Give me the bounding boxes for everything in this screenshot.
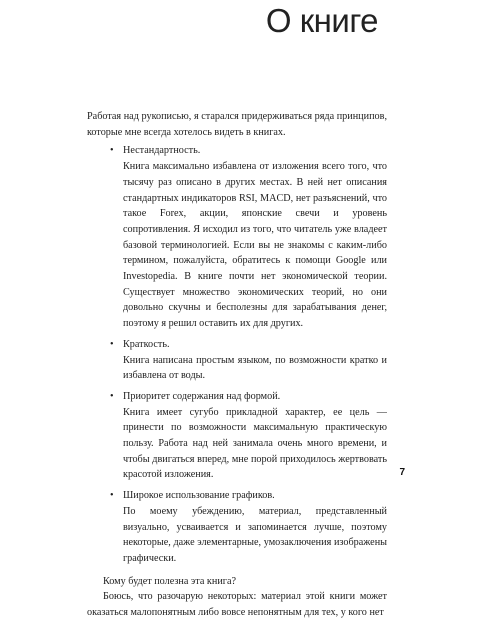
- page-number: 7: [399, 467, 405, 478]
- bullet-icon: •: [110, 145, 114, 157]
- list-item: [87, 143, 387, 331]
- bullet-icon: •: [110, 390, 114, 402]
- intro-paragraph: Работая над рукописью, я старался придерживаться ряда принципов, которые мне всегда хотелось видеть в книгах.: [87, 111, 387, 138]
- list-item-heading: Нестандартность.: [123, 145, 201, 157]
- list-item-heading: Краткость.: [123, 338, 170, 350]
- list-item-text: По моему убеждению, материал, представленный визуально, усваивается и запоминается лучше, поэтому некоторые, даже элементарные, умозаключения изображены графически.: [123, 505, 387, 564]
- list-item-text: Книга написана простым языком, по возможности кратко и избавлена от воды.: [123, 354, 387, 382]
- list-item-heading: Приоритет содержания над формой.: [123, 390, 281, 402]
- bullet-icon: •: [110, 338, 114, 350]
- list-item: [87, 337, 387, 384]
- list-item-text: Книга максимально избавлена от изложения всего того, что тысячу раз описано в других местах. В ней нет описания стандартных индикаторов RSI, MACD, нет разъяснений, что такое Forex, акции, японские свечи и уровень сопротивления. Я исходил из того, что читатель уже владеет базовой терминологией. Если вы не знакомы с каким-либо термином, пожалуйста, обратитесь к помощи Google или Investopedia. В книге почти нет экономической теории. Существует множество экономических теорий, но они довольно скучны и бесполезны для зарабатывания денег, поэтому я решил оставить их для других.: [123, 161, 387, 330]
- page-body: [87, 109, 387, 621]
- page-title: О книге: [265, 2, 378, 39]
- list-item-text: Книга имеет сугубо прикладной характер, ее цель — принести по возможности максимальную практическую пользу. Работа над ней занимала очень много времени, и чтобы двигаться вперед, мне порой приходилось жертвовать красотой изложения.: [123, 406, 387, 481]
- list-item: [87, 389, 387, 483]
- bullet-icon: •: [110, 490, 114, 502]
- principles-list: [87, 143, 387, 566]
- list-item-heading: Широкое использование графиков.: [123, 490, 275, 502]
- last-paragraph: Боюсь, что разочарую некоторых: материал этой книги может оказаться малопонятным либо вовсе непонятным для тех, у кого нет: [87, 591, 387, 619]
- question-paragraph: Кому будет полезна эта книга?: [103, 575, 237, 587]
